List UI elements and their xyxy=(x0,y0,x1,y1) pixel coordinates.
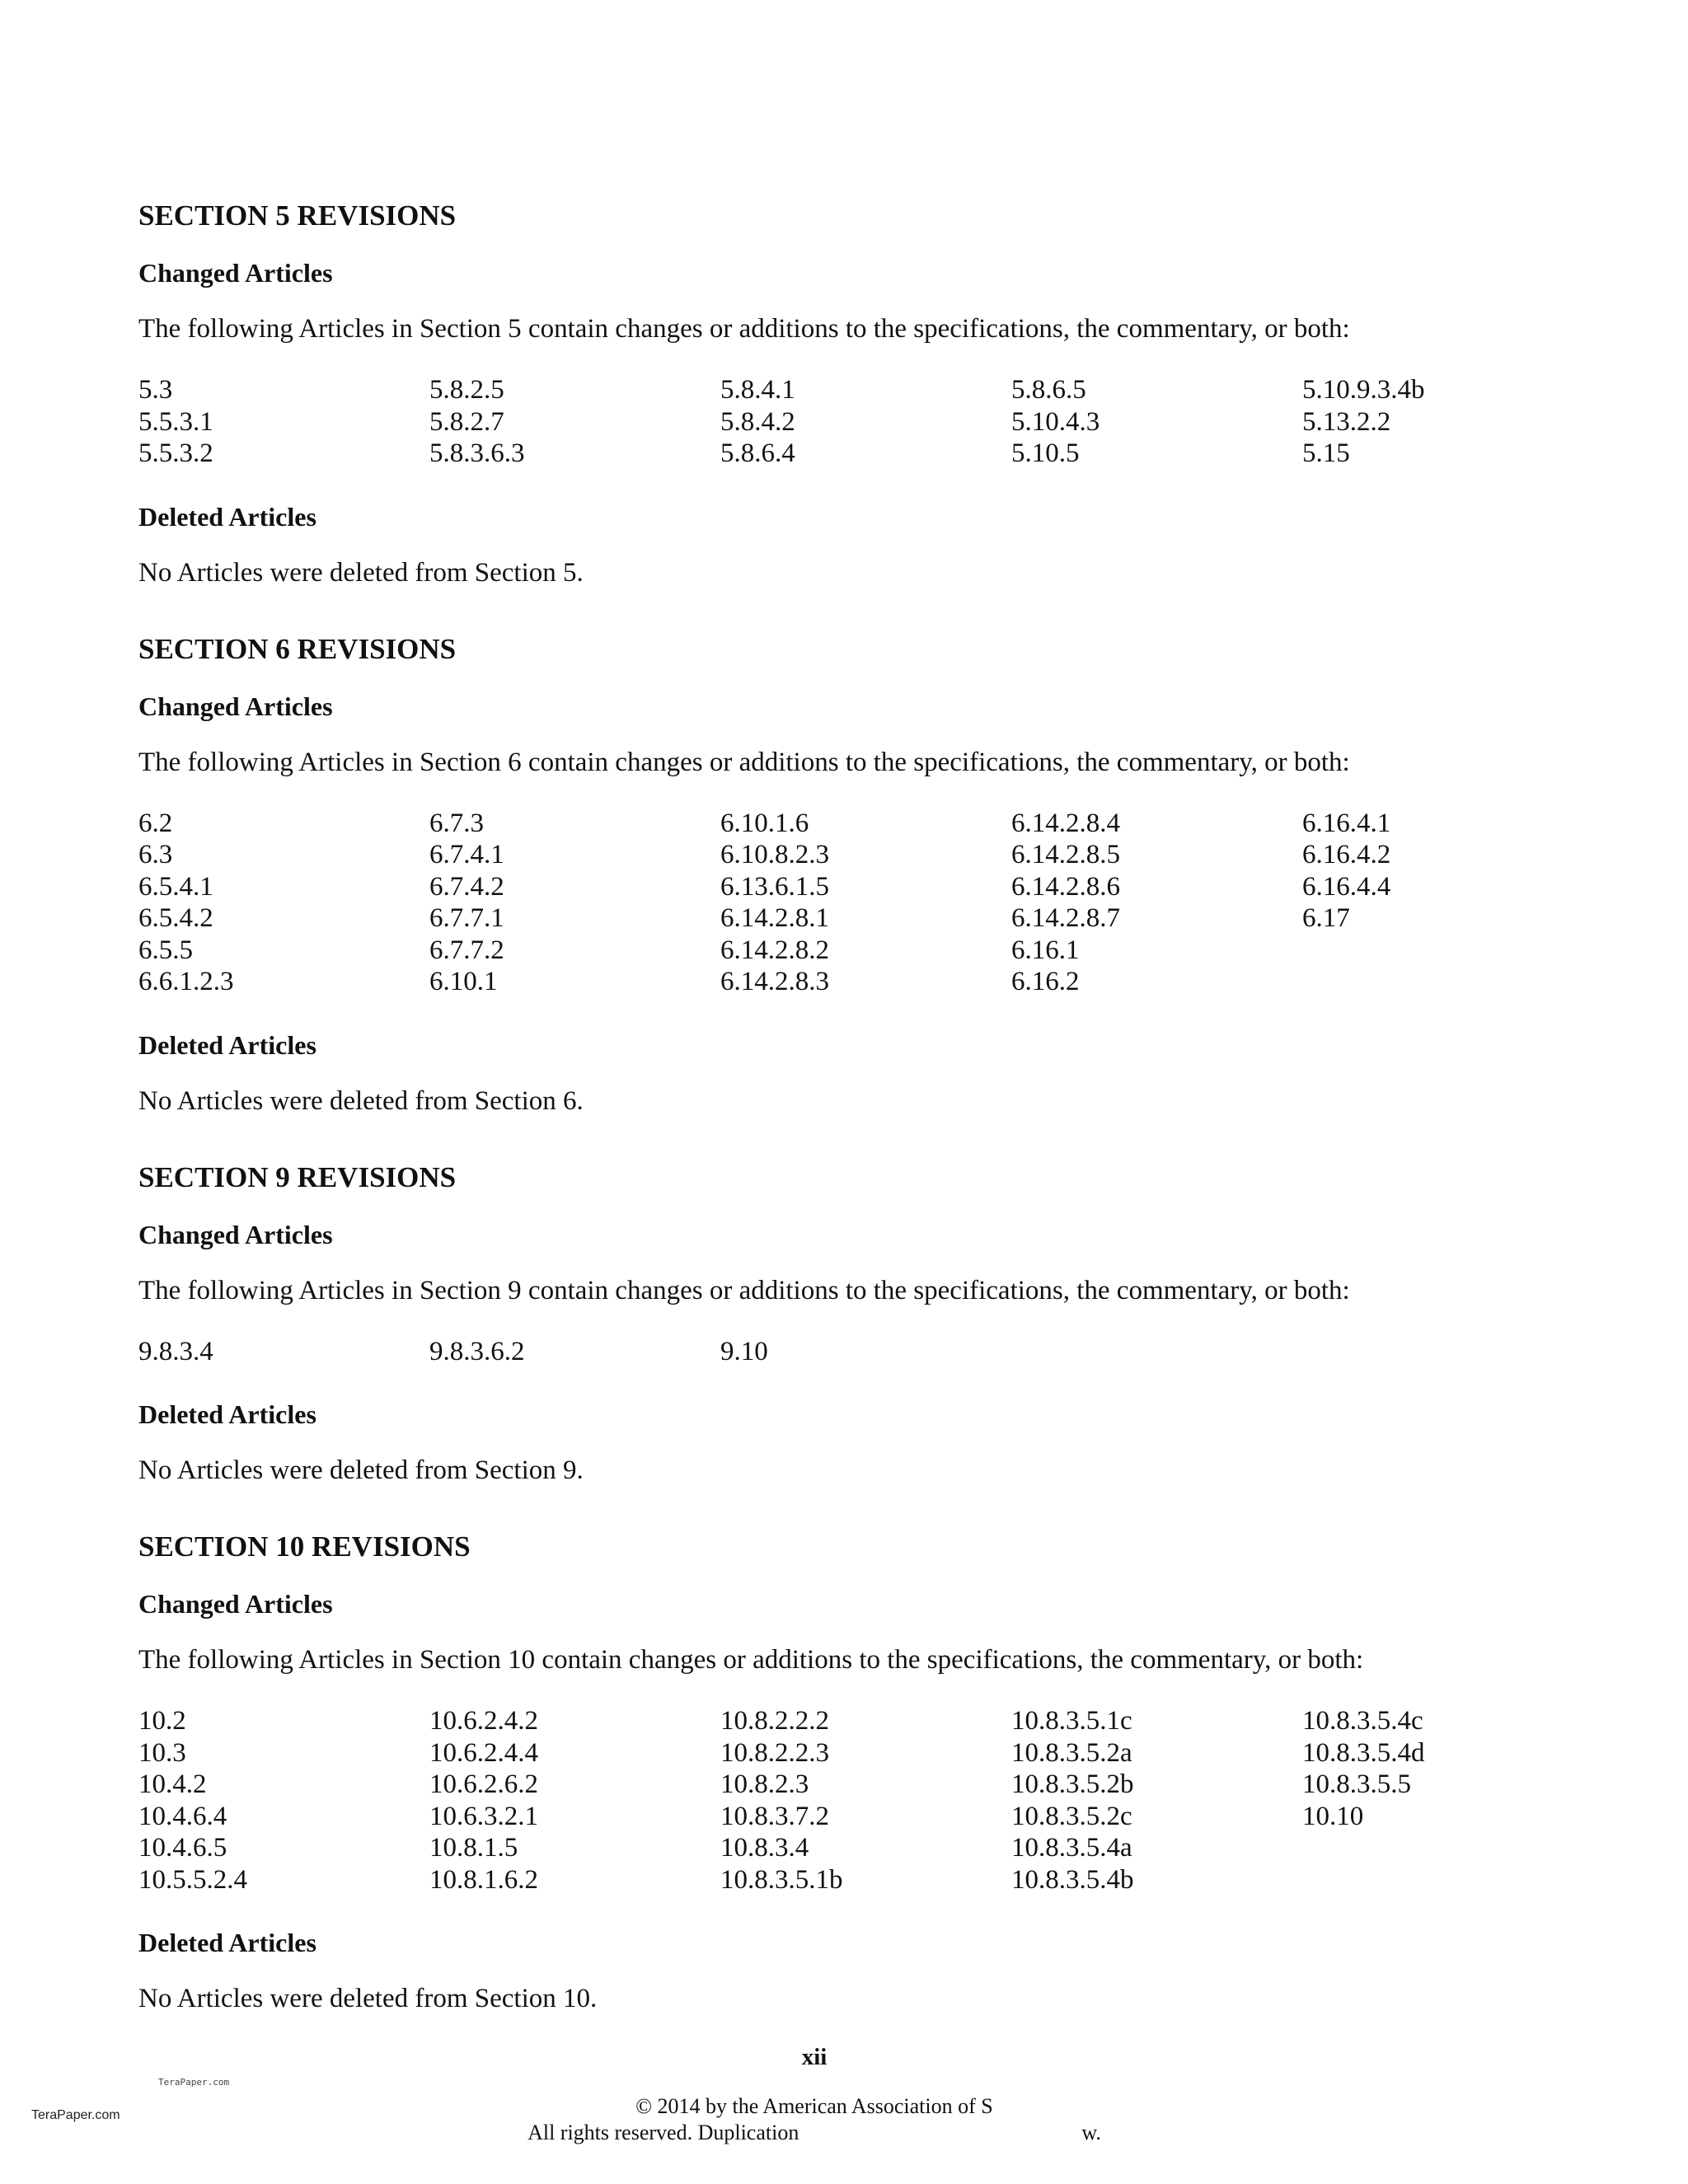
revision-section xyxy=(138,631,1622,1118)
article-number: 10.8.3.5.4b xyxy=(1011,1864,1134,1895)
section-title: SECTION 9 REVISIONS xyxy=(138,1160,457,1193)
article-number: 5.10.4.3 xyxy=(1011,406,1100,437)
article-number: 6.10.8.2.3 xyxy=(720,840,829,869)
changed-articles-heading: Changed Articles xyxy=(138,1219,333,1249)
changed-articles-intro: The following Articles in Section 9 contain changes or additions to the specifications, the commentary, or both: xyxy=(138,1275,1350,1305)
copyright-line-2-end: w. xyxy=(1081,2121,1101,2144)
changed-articles-grid xyxy=(138,1705,1622,1896)
article-number: 6.5.4.2 xyxy=(138,903,213,933)
article-number: 10.8.3.5.4a xyxy=(1011,1833,1132,1863)
section-title: SECTION 6 REVISIONS xyxy=(138,632,457,665)
article-number: 6.14.2.8.4 xyxy=(1011,808,1120,838)
page-number: xii xyxy=(801,2044,828,2070)
article-number: 5.8.4.1 xyxy=(720,375,795,405)
copyright-notice xyxy=(0,2093,1629,2146)
article-number: 6.14.2.8.5 xyxy=(1011,840,1120,869)
deleted-articles-heading: Deleted Articles xyxy=(138,1029,316,1060)
article-number: 10.3 xyxy=(138,1737,186,1768)
article-number: 10.4.6.4 xyxy=(138,1801,227,1831)
article-number: 6.3 xyxy=(138,840,173,869)
article-number: 10.8.3.7.2 xyxy=(720,1801,829,1831)
deleted-articles-heading: Deleted Articles xyxy=(138,501,316,532)
article-number: 10.8.3.5.1c xyxy=(1011,1706,1132,1736)
article-number: 10.8.3.5.2a xyxy=(1011,1737,1132,1768)
article-number: 5.8.6.4 xyxy=(720,438,795,468)
changed-articles-heading: Changed Articles xyxy=(138,1589,333,1619)
article-number: 10.2 xyxy=(138,1706,186,1736)
article-number: 6.16.4.2 xyxy=(1302,840,1391,869)
article-number: 10.6.3.2.1 xyxy=(429,1801,538,1831)
section-title: SECTION 10 REVISIONS xyxy=(138,1530,471,1563)
article-number: 6.10.1 xyxy=(429,967,498,996)
article-number: 6.6.1.2.3 xyxy=(138,967,234,996)
article-number: 5.8.4.2 xyxy=(720,406,795,437)
article-number: 10.6.2.4.4 xyxy=(429,1737,538,1768)
article-number: 5.5.3.1 xyxy=(138,406,213,437)
article-number: 6.14.2.8.1 xyxy=(720,903,829,933)
article-number: 6.14.2.8.3 xyxy=(720,967,829,996)
article-number: 10.8.2.3 xyxy=(720,1769,809,1799)
revision-section xyxy=(138,1529,1622,2016)
article-number: 6.7.7.1 xyxy=(429,903,504,933)
article-number: 5.10.5 xyxy=(1011,438,1080,468)
section-title: SECTION 5 REVISIONS xyxy=(138,199,457,232)
article-number: 10.8.3.5.2b xyxy=(1011,1769,1134,1799)
article-number: 5.8.3.6.3 xyxy=(429,438,525,468)
article-number: 6.17 xyxy=(1302,903,1350,933)
article-number: 6.16.4.1 xyxy=(1302,808,1391,838)
article-number: 6.10.1.6 xyxy=(720,808,809,838)
changed-articles-intro: The following Articles in Section 5 contain changes or additions to the specifications, the commentary, or both: xyxy=(138,314,1350,344)
revision-section xyxy=(138,1160,1622,1488)
article-number: 6.16.4.4 xyxy=(1302,871,1391,902)
article-number: 10.10 xyxy=(1302,1801,1364,1831)
copyright-line-1: © 2014 by the American Association of S xyxy=(635,2094,993,2118)
deleted-articles-text: No Articles were deleted from Section 9. xyxy=(138,1455,584,1485)
article-number: 5.8.2.5 xyxy=(429,375,504,405)
changed-articles-intro: The following Articles in Section 6 contain changes or additions to the specifications, the commentary, or both: xyxy=(138,747,1350,777)
copyright-line-2-start: All rights reserved. Duplication xyxy=(528,2121,799,2144)
article-number: 10.8.3.5.4d xyxy=(1302,1737,1425,1768)
article-number: 6.7.4.1 xyxy=(429,840,504,869)
deleted-articles-text: No Articles were deleted from Section 5. xyxy=(138,557,584,588)
article-number: 10.5.5.2.4 xyxy=(138,1864,247,1895)
article-number: 10.4.2 xyxy=(138,1769,207,1799)
watermark-small: TeraPaper.com xyxy=(158,2077,230,2088)
article-number: 6.16.1 xyxy=(1011,935,1080,965)
article-number: 6.14.2.8.2 xyxy=(720,935,829,965)
article-number: 10.8.3.5.4c xyxy=(1302,1706,1423,1736)
changed-articles-grid xyxy=(138,1336,1622,1368)
deleted-articles-text: No Articles were deleted from Section 6. xyxy=(138,1085,584,1116)
watermark-left: TeraPaper.com xyxy=(31,2108,120,2122)
article-number: 5.15 xyxy=(1302,438,1350,468)
article-number: 10.6.2.6.2 xyxy=(429,1769,538,1799)
article-number: 5.3 xyxy=(138,375,173,405)
revision-section xyxy=(138,198,1622,590)
article-number: 6.13.6.1.5 xyxy=(720,871,829,902)
article-number: 5.8.6.5 xyxy=(1011,375,1086,405)
article-number: 10.8.3.5.2c xyxy=(1011,1801,1132,1831)
article-number: 9.8.3.4 xyxy=(138,1336,213,1366)
article-number: 5.8.2.7 xyxy=(429,406,504,437)
article-number: 6.16.2 xyxy=(1011,967,1080,996)
revisions-content xyxy=(138,198,1622,2057)
article-number: 10.8.3.5.5 xyxy=(1302,1769,1411,1799)
article-number: 10.8.3.4 xyxy=(720,1833,809,1863)
article-number: 5.10.9.3.4b xyxy=(1302,375,1425,405)
sections-container xyxy=(138,198,1622,2016)
article-number: 6.14.2.8.7 xyxy=(1011,903,1120,933)
article-number: 5.5.3.2 xyxy=(138,438,213,468)
article-number: 10.8.1.6.2 xyxy=(429,1864,538,1895)
copyright-line-2 xyxy=(0,2120,1629,2146)
changed-articles-grid xyxy=(138,374,1622,470)
article-number: 10.8.1.5 xyxy=(429,1833,518,1863)
article-number: 6.14.2.8.6 xyxy=(1011,871,1120,902)
article-number: 6.7.7.2 xyxy=(429,935,504,965)
article-number: 10.8.2.2.2 xyxy=(720,1706,829,1736)
changed-articles-grid xyxy=(138,808,1622,998)
article-number: 6.2 xyxy=(138,808,173,838)
changed-articles-heading: Changed Articles xyxy=(138,691,333,721)
article-number: 6.5.5 xyxy=(138,935,193,965)
deleted-articles-heading: Deleted Articles xyxy=(138,1399,316,1429)
article-number: 6.7.3 xyxy=(429,808,484,838)
article-number: 9.8.3.6.2 xyxy=(429,1336,525,1366)
changed-articles-heading: Changed Articles xyxy=(138,258,333,288)
deleted-articles-text: No Articles were deleted from Section 10. xyxy=(138,1984,598,2013)
article-number: 10.4.6.5 xyxy=(138,1833,227,1863)
article-number: 5.13.2.2 xyxy=(1302,406,1391,437)
article-number: 10.8.3.5.1b xyxy=(720,1864,843,1895)
article-number: 10.6.2.4.2 xyxy=(429,1706,538,1736)
article-number: 9.10 xyxy=(720,1336,768,1366)
article-number: 6.5.4.1 xyxy=(138,871,213,902)
changed-articles-intro: The following Articles in Section 10 contain changes or additions to the specifications, the commentary, or both: xyxy=(138,1645,1364,1675)
deleted-articles-heading: Deleted Articles xyxy=(138,1928,316,1957)
article-number: 10.8.2.2.3 xyxy=(720,1737,829,1768)
article-number: 6.7.4.2 xyxy=(429,871,504,902)
